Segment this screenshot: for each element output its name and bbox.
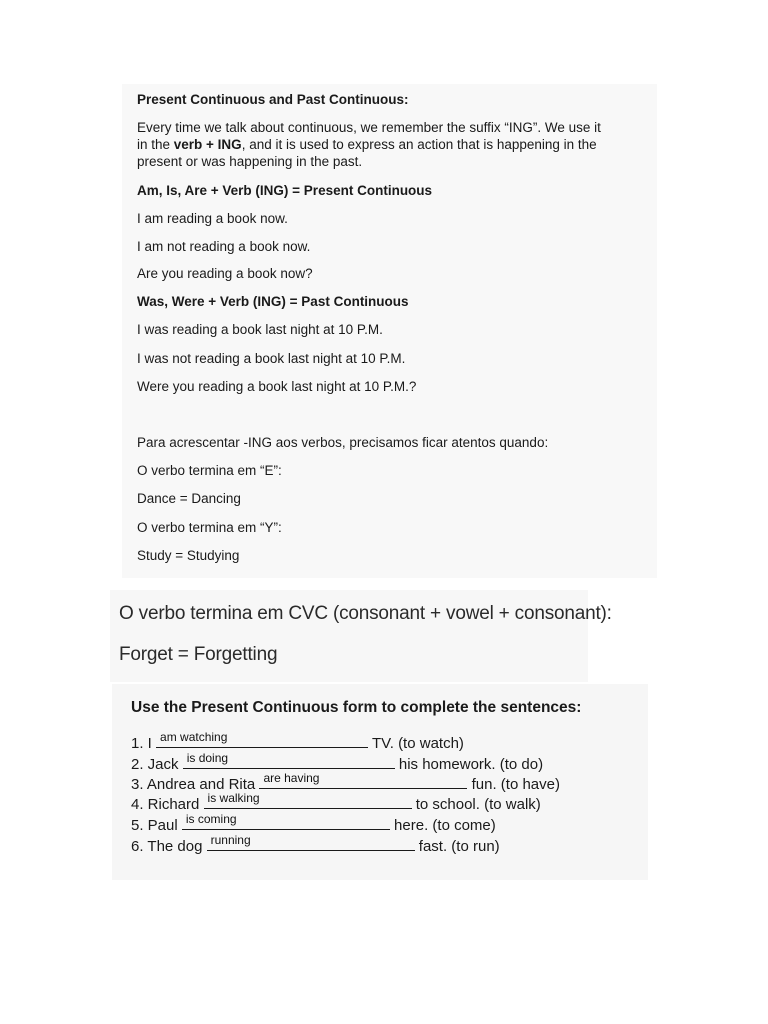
present-continuous-rule: Am, Is, Are + Verb (ING) = Present Continuous [137,183,433,198]
intro-line-1 [137,120,601,135]
text-run: Every time we talk about continuous, we remember the suffix “ING”. We use it [137,120,601,135]
present-example-2: I am not reading a book now. [137,239,311,254]
present-example-1: I am reading a book now. [137,211,288,226]
answer-blank[interactable] [204,791,412,809]
answer-blank[interactable] [182,812,390,830]
section-heading: Present Continuous and Past Continuous: [137,92,409,107]
exercise-item-3 [131,771,560,793]
example-cvc: Forget = Forgetting [119,644,278,665]
example-ends-e: Dance = Dancing [137,491,241,506]
item-prefix: 3. Andrea and Rita [131,776,256,793]
text-run: , and it is used to express an action that is happening in the [241,137,597,152]
item-prefix: 4. Richard [131,796,200,813]
intro-line-3 [137,154,362,169]
answer-text: is coming [185,812,237,826]
answer-text: is doing [186,751,229,765]
intro-line-2 [137,137,597,152]
answer-text: am watching [160,730,228,744]
exercise-item-6 [131,833,500,855]
text-run: in the [137,137,174,152]
answer-text: is walking [207,791,260,805]
exercise-item-5 [131,812,496,834]
answer-text: are having [263,771,320,785]
rule-ends-e: O verbo termina em “E”: [137,463,282,478]
item-suffix: fast. (to run) [418,838,500,855]
past-example-3: Were you reading a book last night at 10 P.M.? [137,379,417,394]
item-prefix: 1. I [131,735,152,752]
answer-blank[interactable] [259,771,467,789]
present-example-3: Are you reading a book now? [137,266,313,281]
answer-blank[interactable] [183,751,395,769]
exercise-item-1 [131,730,464,752]
ing-intro: Para acrescentar -ING aos verbos, precisamos ficar atentos quando: [137,435,549,450]
item-prefix: 2. Jack [131,756,179,773]
rule-cvc: O verbo termina em CVC (consonant + vowel + consonant): [119,603,612,624]
example-ends-y: Study = Studying [137,548,240,563]
answer-blank[interactable] [156,730,368,748]
item-suffix: TV. (to watch) [371,735,464,752]
rule-ends-y: O verbo termina em “Y”: [137,520,282,535]
item-prefix: 6. The dog [131,838,203,855]
past-continuous-rule: Was, Were + Verb (ING) = Past Continuous [137,294,409,309]
item-suffix: here. (to come) [394,817,496,834]
answer-text: running [210,833,251,847]
past-example-1: I was reading a book last night at 10 P.M. [137,322,383,337]
exercise-item-2 [131,751,544,773]
item-prefix: 5. Paul [131,817,178,834]
answer-blank[interactable] [207,833,415,851]
past-example-2: I was not reading a book last night at 10 P.M. [137,351,406,366]
item-suffix: to school. (to walk) [415,796,541,813]
item-suffix: his homework. (to do) [398,756,544,773]
exercise-title: Use the Present Continuous form to complete the sentences: [131,699,582,716]
exercise-item-4 [131,791,541,813]
item-suffix: fun. (to have) [471,776,560,793]
text-run: present or was happening in the past. [137,154,363,169]
bold-run: verb + ING [173,137,242,152]
